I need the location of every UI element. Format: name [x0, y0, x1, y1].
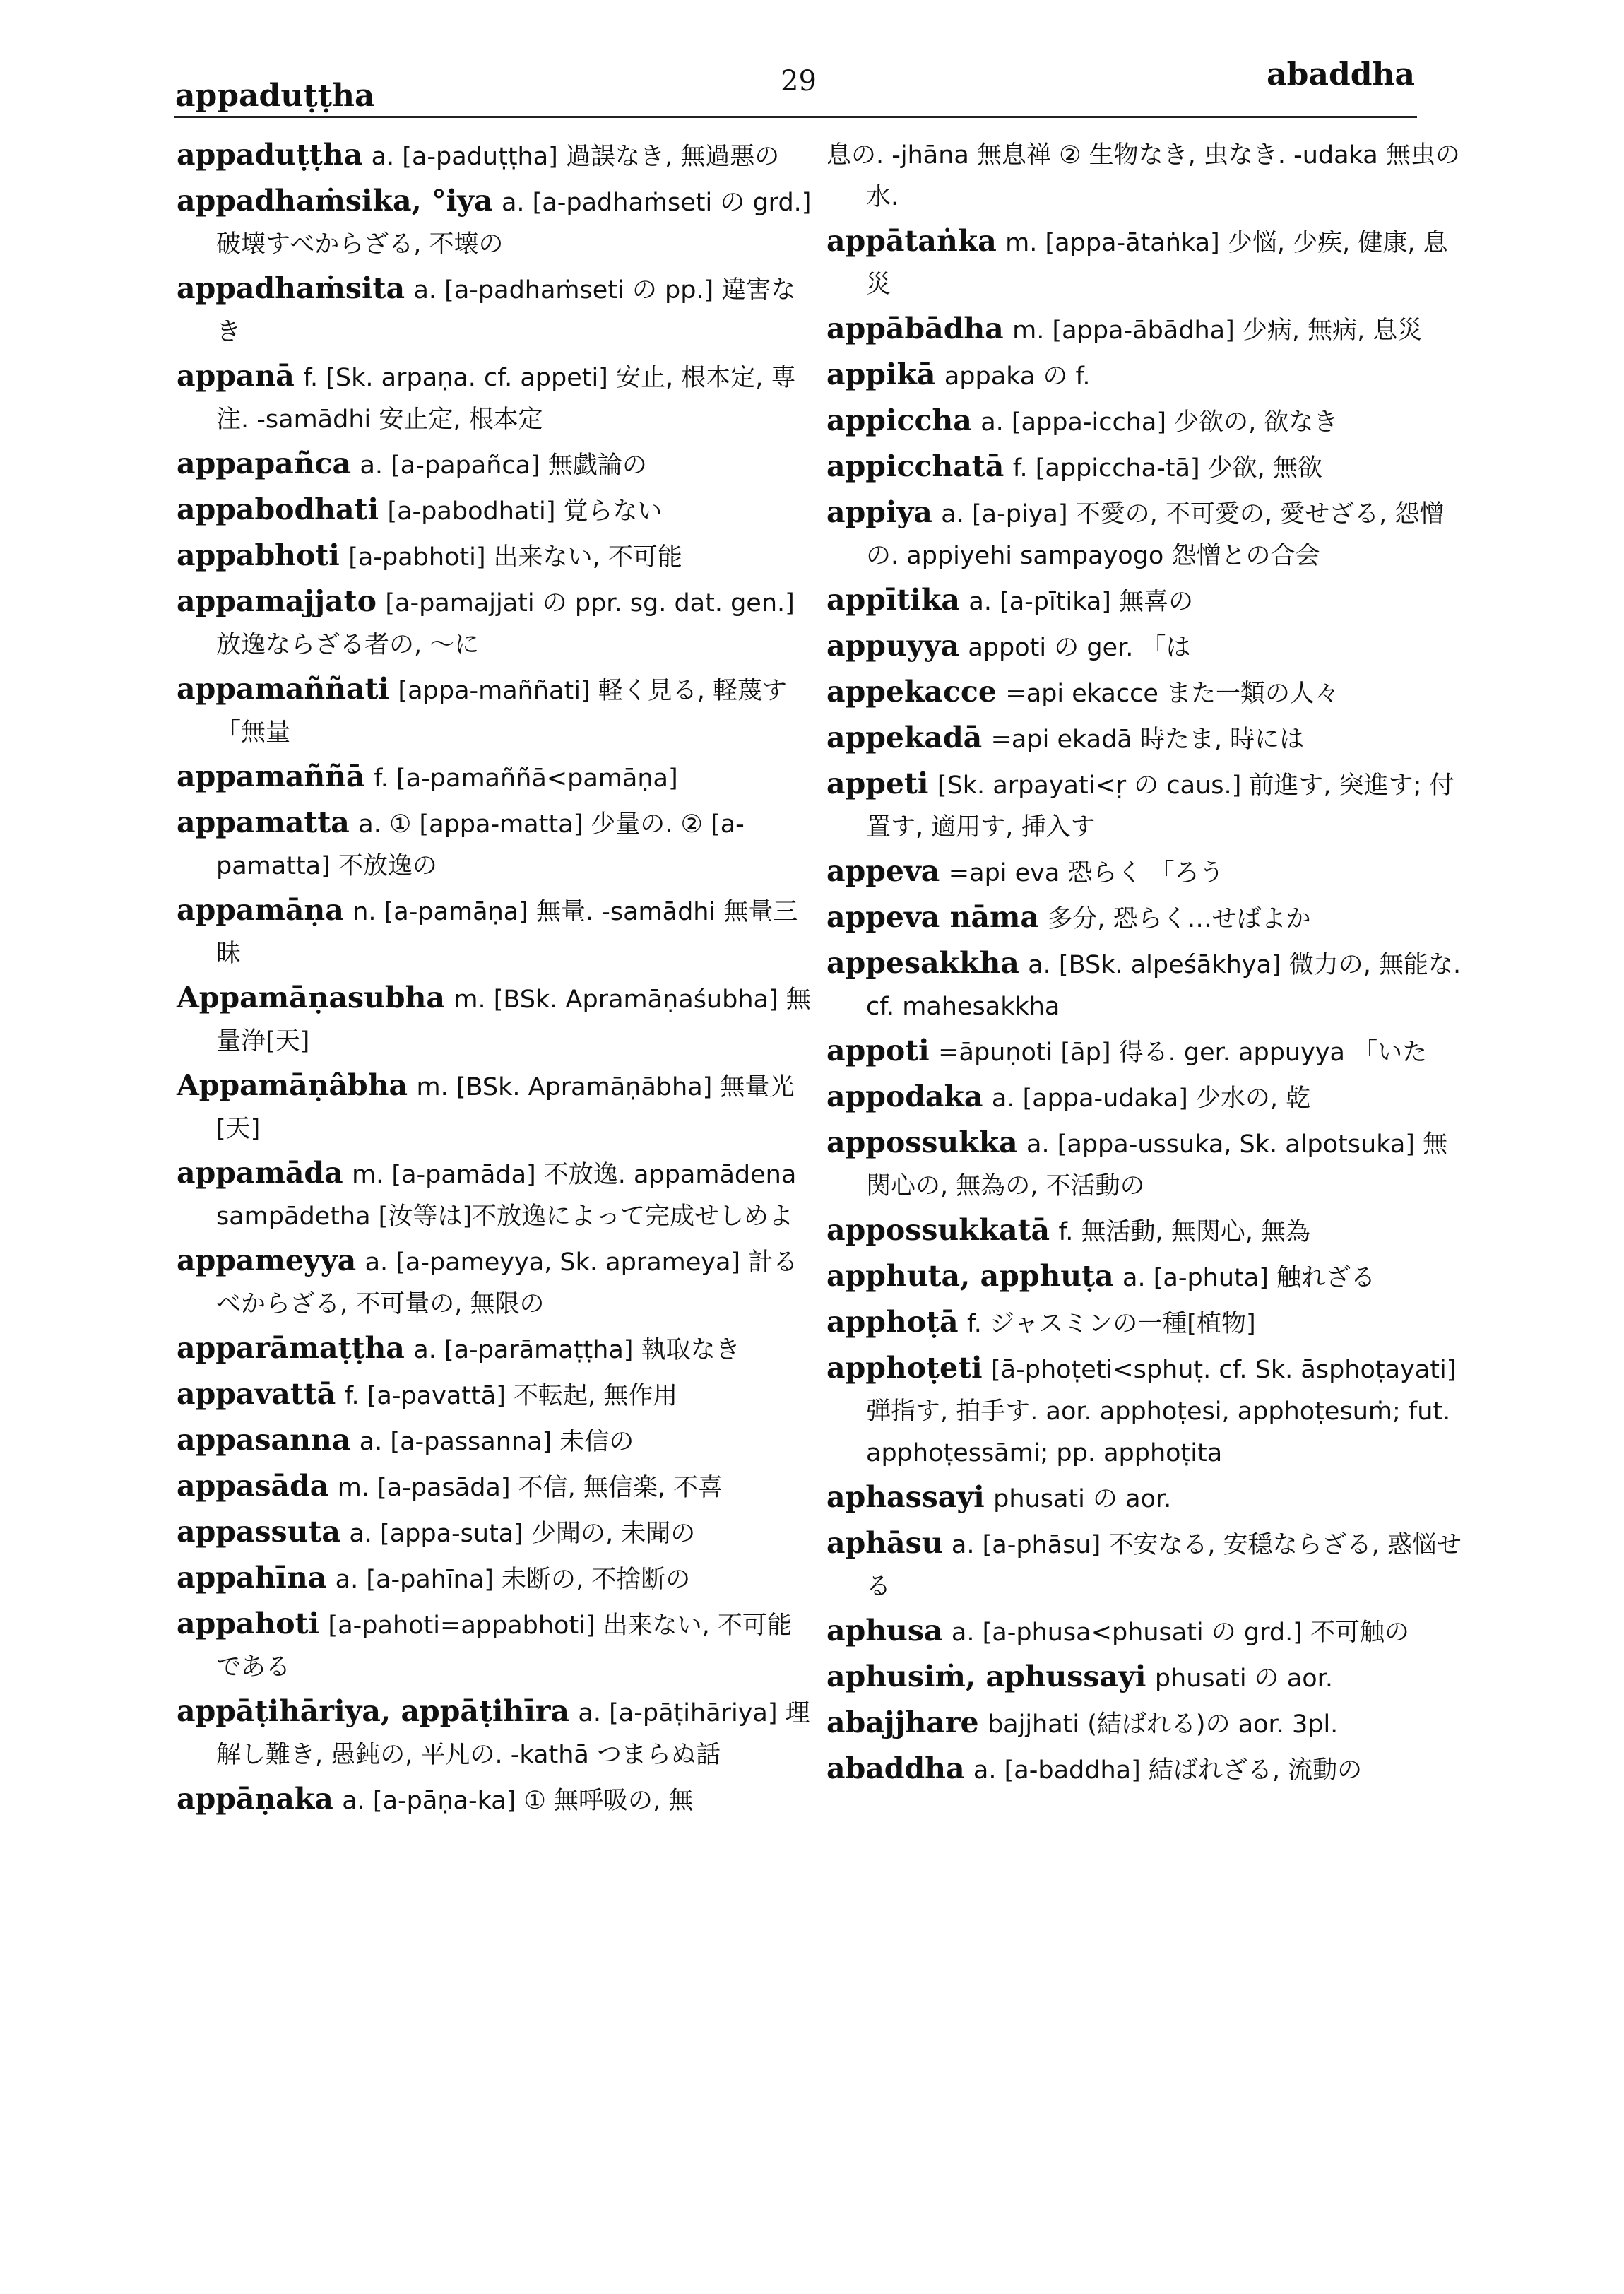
headword: appamatta: [177, 805, 350, 839]
headword: appekacce: [826, 675, 997, 709]
definition: a. [appa-ussuka, Sk. alpotsuka] 無関心の, 無為の, 不活動の: [866, 1130, 1448, 1200]
dictionary-entry: [826, 579, 1462, 622]
headword: appanā: [177, 359, 295, 393]
definition: =api eva 恐らく 「ろう: [948, 859, 1224, 887]
definition: a. [appa-suta] 少聞の, 未聞の: [349, 1520, 696, 1548]
headword: appassuta: [177, 1515, 340, 1549]
headword: appaduṭṭha: [177, 138, 363, 172]
headword: appeti: [826, 767, 929, 800]
headword: appahīna: [177, 1561, 327, 1595]
definition: a. [BSk. alpeśākhya] 微力の, 無能な. cf. mahesakkha: [866, 951, 1462, 1021]
dictionary-entry: [177, 268, 812, 353]
headword: appavattā: [177, 1377, 336, 1411]
headword: appossukkatā: [826, 1213, 1050, 1247]
headword: appātaṅka: [826, 224, 997, 258]
dictionary-entry: [826, 942, 1462, 1027]
definition: f. [a-pavattā] 不転起, 無作用: [344, 1382, 678, 1410]
dictionary-entry: [826, 1210, 1462, 1253]
right-column: [826, 134, 1462, 1794]
headword: aphusiṁ, aphussayi: [826, 1660, 1146, 1693]
dictionary-entry: [177, 977, 812, 1062]
definition: a. [a-phuta] 触れざる: [1122, 1264, 1375, 1292]
definition: 多分, 恐らく…せばよか: [1048, 905, 1311, 933]
definition: [a-pabodhati] 覚らない: [387, 497, 663, 526]
definition: a. [a-padhaṁseti の pp.] 違害なき: [216, 276, 796, 346]
dictionary-entry: [826, 625, 1462, 668]
dictionary-entry: [826, 400, 1462, 443]
definition: m. [appa-ābādha] 少病, 無病, 息災: [1012, 317, 1423, 345]
headword: appadhaṁsika, °iya: [177, 184, 493, 218]
dictionary-entry: [826, 717, 1462, 760]
dictionary-entry: [826, 1610, 1462, 1653]
dictionary-entry: [177, 180, 812, 265]
headword: appamāda: [177, 1156, 343, 1190]
definition: a. [a-piya] 不愛の, 不可愛の, 愛せざる, 怨憎の. appiyehi sampayogo 怨憎との合会: [866, 500, 1445, 570]
definition: [a-pabhoti] 出来ない, 不可能: [348, 543, 682, 572]
definition: [a-pahoti=appabhoti] 出来ない, 不可能である: [216, 1612, 792, 1681]
dictionary-entry: [826, 671, 1462, 714]
dictionary-entry: [826, 1030, 1462, 1073]
dictionary-entry: [826, 1748, 1462, 1791]
dictionary-entry: [177, 355, 812, 440]
headword: appikā: [826, 357, 936, 391]
definition: appoti の ger. 「は: [968, 634, 1191, 662]
dictionary-entry: [826, 1076, 1462, 1119]
dictionary-entry: [177, 1465, 812, 1508]
definition: 息の. -jhāna 無息禅 ② 生物なき, 虫なき. -udaka 無虫の水.: [826, 141, 1460, 211]
definition: phusati の aor.: [1154, 1665, 1333, 1693]
definition: a. [a-papañca] 無戯論の: [360, 451, 647, 480]
headword: appeva nāma: [826, 900, 1039, 934]
dictionary-entry: [826, 1477, 1462, 1520]
definition: a. [a-parāmaṭṭha] 執取なき: [413, 1336, 740, 1364]
dictionary-entry: [177, 1557, 812, 1600]
definition: m. [a-pamāda] 不放逸. appamādena sampādetha [汝等は]不放逸によって完成せしめよ: [216, 1161, 797, 1231]
dictionary-entry: [177, 1691, 812, 1775]
dictionary-entry: [826, 897, 1462, 940]
headword: appamajjato: [177, 584, 377, 618]
definition: n. [a-pamāṇa] 無量. -samādhi 無量三昧: [216, 898, 798, 968]
definition: =api ekadā 時たま, 時には: [990, 726, 1305, 754]
definition: f. 無活動, 無関心, 無為: [1058, 1218, 1311, 1246]
dictionary-entry: [177, 134, 812, 177]
headword: aphāsu: [826, 1526, 943, 1560]
definition: a. [appa-udaka] 少水の, 乾: [991, 1084, 1311, 1113]
headword: appossukka: [826, 1125, 1018, 1159]
dictionary-entry: [177, 443, 812, 486]
dictionary-entry: [826, 354, 1462, 397]
headword: appuyya: [826, 629, 959, 663]
dictionary-entry: [826, 1255, 1462, 1299]
dictionary-entry: [826, 446, 1462, 489]
headword: appītika: [826, 583, 960, 617]
headword: apphoṭeti: [826, 1351, 983, 1385]
definition: a. [a-pāṇa-ka] ① 無呼吸の, 無: [342, 1787, 694, 1815]
headword: appāṭihāriya, appāṭihīra: [177, 1694, 570, 1728]
dictionary-entry: [177, 1778, 812, 1821]
headword: apparāmaṭṭha: [177, 1331, 405, 1365]
headword: Appamāṇasubha: [177, 981, 445, 1015]
definition: [a-pamajjati の ppr. sg. dat. gen.] 放逸ならざる者の, ～に: [216, 589, 795, 659]
dictionary-entry: [826, 1702, 1462, 1745]
headword: appasanna: [177, 1423, 351, 1457]
definition: f. ジャスミンの一種[植物]: [966, 1310, 1256, 1338]
headword: Appamāṇâbha: [177, 1068, 408, 1102]
dictionary-entry: [177, 756, 812, 799]
dictionary-entry: [177, 1240, 812, 1325]
headword: appiccha: [826, 403, 972, 437]
headword: appadhaṁsita: [177, 271, 405, 305]
definition: m. [a-pasāda] 不信, 無信楽, 不喜: [337, 1474, 723, 1502]
headword: appeva: [826, 854, 940, 888]
dictionary-entry: [177, 1511, 812, 1554]
definition: a. [a-phusa<phusati の grd.] 不可触の: [951, 1619, 1410, 1647]
running-head-right: abaddha: [1267, 57, 1415, 93]
definition: f. [appiccha-tā] 少欲, 無欲: [1012, 454, 1322, 483]
dictionary-entry: [826, 492, 1462, 577]
headword: apphuta, apphuṭa: [826, 1259, 1114, 1293]
definition: a. [a-passanna] 未信の: [359, 1428, 634, 1456]
definition: a. [a-padhaṁseti の grd.] 破壊すべからざる, 不壊の: [216, 189, 812, 259]
definition: a. [a-pahīna] 未断の, 不捨断の: [335, 1566, 691, 1594]
headword: aphusa: [826, 1614, 943, 1648]
headword: appiya: [826, 495, 932, 529]
definition: f. [Sk. arpaṇa. cf. appeti] 安止, 根本定, 専注. -samādhi 安止定, 根本定: [216, 364, 796, 434]
headword: aphassayi: [826, 1480, 985, 1514]
headword: appahoti: [177, 1607, 320, 1640]
headword: appāṇaka: [177, 1782, 333, 1816]
dictionary-entry: [177, 802, 812, 887]
headword: appekadā: [826, 721, 983, 755]
header-rule: [174, 116, 1417, 118]
dictionary-entry: [826, 851, 1462, 894]
dictionary-entry: [177, 1373, 812, 1417]
headword: appābādha: [826, 312, 1004, 345]
dictionary-entry: [826, 1122, 1462, 1207]
headword: appabhoti: [177, 538, 340, 572]
definition: m. [BSk. Apramāṇaśubha] 無量浄[天]: [216, 986, 811, 1056]
definition: bajjhati (結ばれる)の aor. 3pl.: [987, 1710, 1339, 1739]
definition: a. [a-phāsu] 不安なる, 安穏ならざる, 惑悩せる: [866, 1531, 1462, 1601]
definition: phusati の aor.: [993, 1485, 1172, 1513]
dictionary-entry: [177, 889, 812, 974]
definition: appaka の f.: [944, 362, 1091, 391]
definition: m. [appa-ātaṅka] 少悩, 少疾, 健康, 息災: [866, 229, 1448, 299]
headword: apphoṭā: [826, 1305, 959, 1339]
definition: m. [BSk. Apramāṇābha] 無量光[天]: [216, 1073, 795, 1143]
headword: appicchatā: [826, 449, 1004, 483]
headword: appabodhati: [177, 492, 379, 526]
dictionary-entry: [177, 1603, 812, 1688]
definition: a. [a-pameyya, Sk. aprameya] 計るべからざる, 不可量の, 無限の: [216, 1248, 798, 1318]
headword: appapañca: [177, 447, 352, 480]
definition: a. [a-baddha] 結ばれざる, 流動の: [973, 1756, 1363, 1785]
definition: =api ekacce また一類の人々: [1005, 680, 1340, 708]
headword: appoti: [826, 1034, 930, 1068]
definition: [ā-phoṭeti<sphuṭ. cf. Sk. āsphoṭayati] 弾指す, 拍手す. aor. apphoṭesi, apphoṭesuṁ; fut. apphoṭessāmi; pp. apphoṭita: [866, 1356, 1457, 1467]
dictionary-entry: [177, 581, 812, 666]
dictionary-entry: [826, 308, 1462, 351]
dictionary-entry: [826, 1523, 1462, 1607]
dictionary-entry: [177, 1328, 812, 1371]
headword: appesakkha: [826, 946, 1019, 980]
dictionary-entry: [177, 668, 812, 753]
definition: f. [a-pamaññā<pamāṇa]: [374, 764, 678, 793]
definition: a. [a-pītika] 無喜の: [968, 588, 1194, 616]
definition: =āpuṇoti [āp] 得る. ger. appuyya 「いた: [938, 1039, 1428, 1067]
headword: appamaññati: [177, 672, 390, 706]
running-head-left: appaduṭṭha: [175, 78, 375, 114]
dictionary-entry: [826, 1301, 1462, 1344]
dictionary-entry: [177, 489, 812, 532]
dictionary-entry: [826, 220, 1462, 305]
dictionary-entry: [826, 1347, 1462, 1474]
headword: appameyya: [177, 1243, 357, 1277]
definition: [Sk. arpayati<ṛ の caus.] 前進す, 突進す; 付置す, 適用す, 挿入す: [866, 771, 1454, 841]
page-number: 29: [781, 65, 817, 97]
definition: a. ① [appa-matta] 少量の. ② [a-pamatta] 不放逸の: [216, 810, 745, 880]
dictionary-entry: [826, 134, 1462, 218]
definition: a. [a-pāṭihāriya] 理解し難き, 愚鈍の, 平凡の. -kathā つまらぬ話: [216, 1699, 810, 1769]
headword: abaddha: [826, 1751, 965, 1785]
headword: appamāṇa: [177, 893, 344, 927]
dictionary-entry: [177, 535, 812, 578]
definition: a. [appa-iccha] 少欲の, 欲なき: [980, 408, 1339, 437]
headword: appamaññā: [177, 759, 365, 793]
left-column: [177, 134, 812, 1824]
headword: abajjhare: [826, 1705, 979, 1739]
headword: appodaka: [826, 1080, 983, 1113]
dictionary-entry: [177, 1065, 812, 1149]
headword: appasāda: [177, 1469, 329, 1503]
dictionary-entry: [177, 1419, 812, 1462]
dictionary-entry: [177, 1152, 812, 1237]
dictionary-entry: [826, 763, 1462, 848]
definition: [appa-maññati] 軽く見る, 軽蔑す 「無量: [216, 677, 787, 747]
dictionary-entry: [826, 1656, 1462, 1699]
definition: a. [a-paduṭṭha] 過誤なき, 無過悪の: [371, 143, 780, 171]
